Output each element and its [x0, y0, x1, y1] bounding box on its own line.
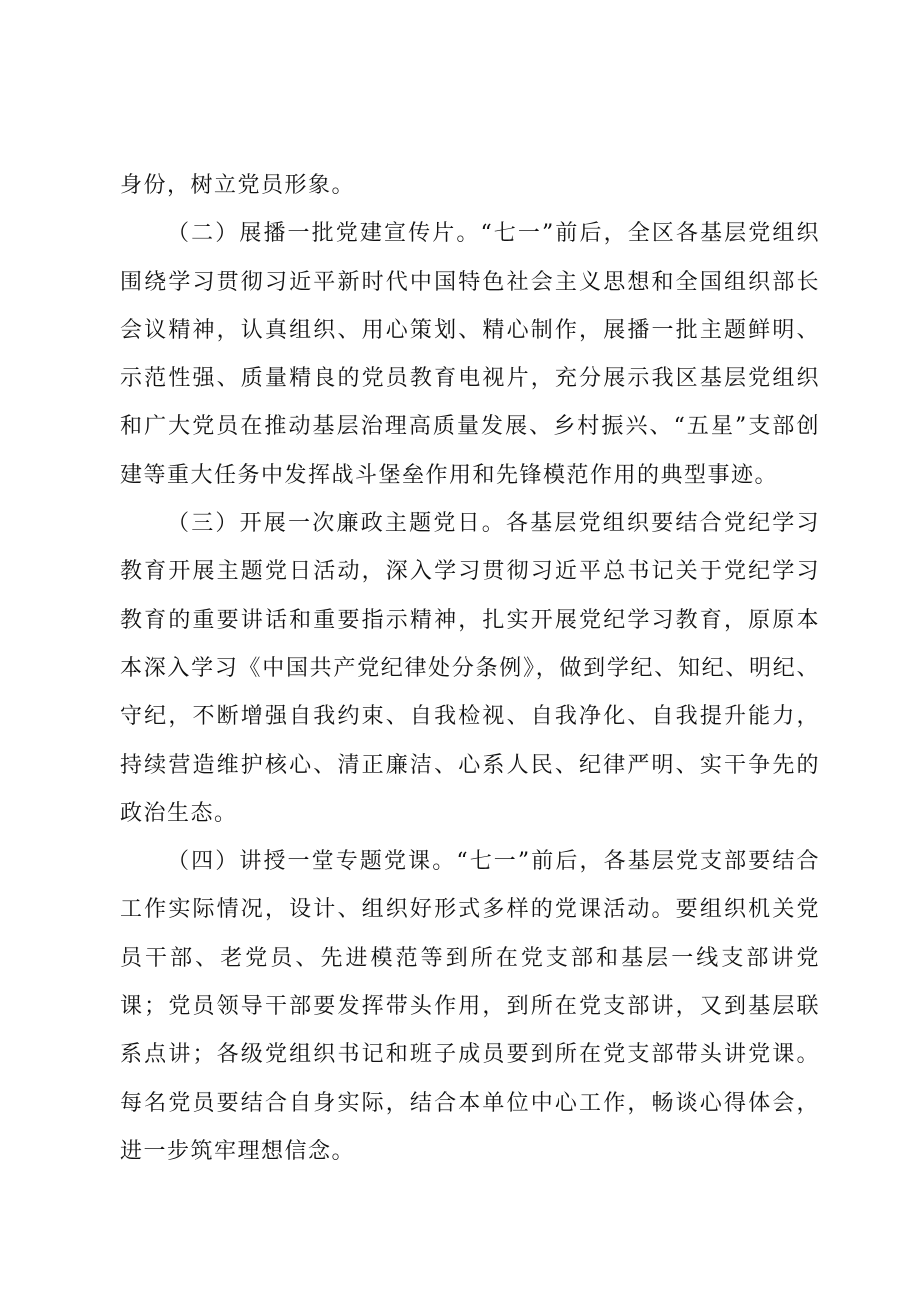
paragraph-continuation: 身份，树立党员形象。 — [120, 173, 356, 198]
paragraph-section-3: （三）开展一次廉政主题党日。各基层党组织要结合党纪学习教育开展主题党日活动，深入学习贯彻习近平总书记关于党纪学习教育的重要讲话和重要指示精神，扎实开展党纪学习教育，原原本本深入学习《中国共产党纪律处分条例》，做到学纪、知纪、明纪、守纪，不断增强自我约束、自我检视、自我净化、自我提升能力，持续营造维护核心、清正廉洁、心系人民、纪律严明、实干争先的政治生态。 — [120, 511, 820, 826]
paragraph-section-4: （四）讲授一堂专题党课。“七一”前后，各基层党支部要结合工作实际情况，设计、组织好形式多样的党课活动。要组织机关党员干部、老党员、先进模范等到所在党支部和基层一线支部讲党课；党员领导干部要发挥带头作用，到所在党支部讲，又到基层联系点讲；各级党组织书记和班子成员要到所在党支部带头讲党课。每名党员要结合自身实际，结合本单位中心工作，畅谈心得体会，进一步筑牢理想信念。 — [120, 849, 820, 1164]
document-body — [120, 162, 820, 1176]
paragraph-section-2: （二）展播一批党建宣传片。“七一”前后，全区各基层党组织围绕学习贯彻习近平新时代中国特色社会主义思想和全国组织部长会议精神，认真组织、用心策划、精心制作，展播一批主题鲜明、示范性强、质量精良的党员教育电视片，充分展示我区基层党组织和广大党员在推动基层治理高质量发展、乡村振兴、“五星”支部创建等重大任务中发挥战斗堡垒作用和先锋模范作用的典型事迹。 — [120, 221, 820, 488]
